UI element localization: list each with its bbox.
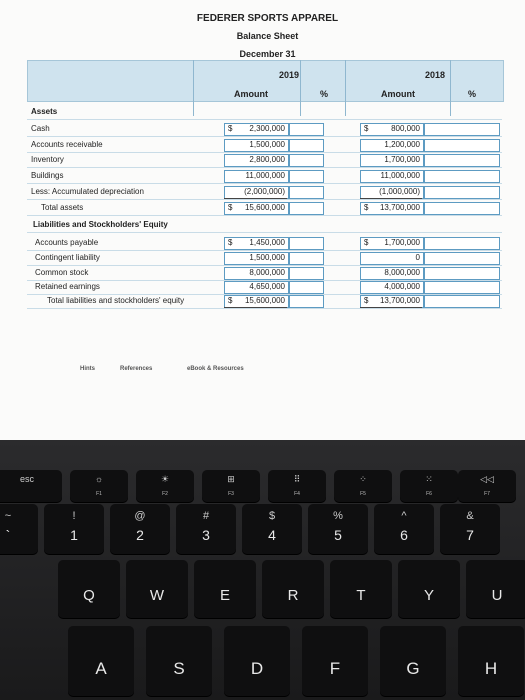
amount-2019-common-stock: 8,000,000 (249, 268, 285, 277)
tab-ebook-resources[interactable]: eBook & Resources (187, 366, 244, 372)
key-u[interactable] (466, 560, 525, 618)
amount-2019-accounts-payable: 1,450,000 (249, 238, 285, 247)
amount-2018-common-stock: 8,000,000 (384, 268, 420, 277)
amount-2018-cash: 800,000 (391, 124, 420, 133)
row-label-liabilities-and-stockholders-equity: Liabilities and Stockholders' Equity (33, 220, 168, 229)
key-legend: U (491, 587, 503, 604)
balance-sheet-table (27, 100, 502, 305)
percent-2018-input-total-assets[interactable] (424, 202, 500, 215)
key-legend-sub: F2 (162, 491, 168, 497)
row-label-less-accumulated-depreciation: Less: Accumulated depreciation (31, 187, 144, 196)
percent-2019-input-total-liabilities-and-stockholders-equity[interactable] (289, 295, 324, 308)
key-f6[interactable] (400, 470, 458, 502)
key-f4[interactable] (268, 470, 326, 502)
row-label-accounts-payable: Accounts payable (35, 238, 99, 247)
amount-2019-inventory: 2,800,000 (249, 155, 285, 164)
percent-2018-input-common-stock[interactable] (424, 267, 500, 280)
dollar-sign: $ (228, 203, 233, 212)
amount-2019-accounts-receivable: 1,500,000 (249, 140, 285, 149)
row-rule (27, 136, 502, 137)
dollar-sign: $ (364, 124, 369, 133)
key-legend: 1 (70, 527, 78, 543)
percent-2019-input-cash[interactable] (289, 123, 324, 136)
row-rule (27, 199, 502, 200)
key-legend: Y (423, 587, 434, 604)
total-rule (224, 198, 287, 199)
row-label-total-liabilities-and-stockholders-equity: Total liabilities and stockholders' equity (47, 296, 185, 305)
key-legend: S (173, 659, 185, 678)
amount-2019-total-liabilities-and-stockholders-equity: 15,600,000 (244, 296, 285, 305)
percent-2018-header: % (468, 89, 477, 99)
percent-2018-input-accounts-receivable[interactable] (424, 139, 500, 152)
percent-2018-input-buildings[interactable] (424, 170, 500, 183)
key-legend-top: ~ (4, 510, 12, 522)
row-rule (27, 265, 502, 266)
key-1[interactable] (44, 504, 104, 554)
key-a[interactable] (68, 626, 134, 696)
row-label-buildings: Buildings (31, 171, 64, 180)
amount-2019-retained-earnings: 4,650,000 (249, 282, 285, 291)
key-legend: 7 (466, 527, 474, 543)
row-label-retained-earnings: Retained earnings (35, 282, 100, 291)
amount-2018-inventory: 1,700,000 (384, 155, 420, 164)
key-f7[interactable] (458, 470, 516, 502)
amount-2018-less-accumulated-depreciation: (1,000,000) (379, 187, 420, 196)
key-legend: F (329, 659, 341, 678)
percent-2019-input-inventory[interactable] (289, 154, 324, 167)
percent-2018-input-inventory[interactable] (424, 154, 500, 167)
key-legend-top: $ (268, 510, 276, 522)
key-g[interactable] (380, 626, 446, 696)
amount-2019-cash: 2,300,000 (249, 124, 285, 133)
key-legend-top: ! (72, 510, 76, 522)
key-f5[interactable] (334, 470, 392, 502)
key-legend: Q (83, 587, 95, 604)
amount-2019-header: Amount (234, 89, 268, 99)
key-legend-top: ⠿ (293, 474, 301, 484)
dollar-sign: $ (364, 238, 369, 247)
key-legend: W (149, 587, 165, 604)
row-label-assets: Assets (31, 107, 58, 116)
key-2[interactable] (110, 504, 170, 554)
key-legend: H (484, 659, 498, 678)
key-legend-top: ⁙ (425, 474, 433, 484)
key-legend: G (406, 659, 420, 678)
percent-2019-input-accounts-receivable[interactable] (289, 139, 324, 152)
row-label-inventory: Inventory (31, 155, 64, 164)
key-5[interactable] (308, 504, 368, 554)
key-legend-top: # (202, 510, 210, 522)
key-legend-top: ⊞ (227, 474, 235, 484)
row-rule (27, 167, 502, 168)
dollar-sign: $ (228, 124, 233, 133)
amount-2018-buildings: 11,000,000 (380, 171, 420, 180)
key-legend-sub: F4 (294, 491, 300, 497)
amount-2018-retained-earnings: 4,000,000 (384, 282, 420, 291)
amount-2018-contingent-liability: 0 (415, 253, 420, 262)
row-label-accounts-receivable: Accounts receivable (31, 140, 103, 149)
key-legend-top: & (466, 510, 474, 522)
key-s[interactable] (146, 626, 212, 696)
company-name: FEDERER SPORTS APPAREL (196, 13, 339, 24)
key-d[interactable] (224, 626, 290, 696)
key-legend-top: ☀ (160, 474, 170, 484)
percent-2018-input-less-accumulated-depreciation[interactable] (424, 186, 500, 199)
key-f[interactable] (302, 626, 368, 696)
row-label-cash: Cash (31, 124, 50, 133)
percent-2018-input-accounts-payable[interactable] (424, 237, 500, 250)
key-legend-sub: F5 (360, 491, 366, 497)
row-rule (27, 308, 502, 309)
tab-references[interactable]: References (120, 366, 153, 372)
key-legend-sub: F3 (228, 491, 234, 497)
year-2018-header: 2018 (425, 70, 446, 80)
key-legend: R (287, 587, 299, 604)
key-y[interactable] (398, 560, 460, 618)
row-rule (27, 152, 502, 153)
percent-2019-input-buildings[interactable] (289, 170, 324, 183)
key-legend: 5 (334, 527, 342, 543)
percent-2018-input-total-liabilities-and-stockholders-equity[interactable] (424, 295, 500, 308)
amount-2018-accounts-payable: 1,700,000 (384, 238, 420, 247)
percent-2018-input-cash[interactable] (424, 123, 500, 136)
key-tilde[interactable] (0, 504, 38, 554)
key-legend-sub: F1 (96, 491, 102, 497)
percent-2018-input-retained-earnings[interactable] (424, 281, 500, 294)
key-legend: 6 (400, 527, 408, 543)
key-legend: A (95, 659, 107, 678)
year-2019-header: 2019 (279, 70, 300, 80)
percent-2019-header: % (320, 89, 329, 99)
row-rule (27, 215, 502, 216)
key-legend-top: ^ (401, 510, 407, 522)
key-legend-top: ⁘ (359, 474, 367, 484)
amount-2018-header: Amount (381, 89, 415, 99)
percent-2018-input-contingent-liability[interactable] (424, 252, 500, 265)
key-legend-top: % (333, 510, 343, 522)
percent-2019-input-less-accumulated-depreciation[interactable] (289, 186, 324, 199)
key-legend: ` (5, 527, 11, 543)
dollar-sign: $ (364, 203, 369, 212)
amount-2019-contingent-liability: 1,500,000 (249, 253, 285, 262)
key-t[interactable] (330, 560, 392, 618)
total-rule (224, 307, 287, 308)
key-legend: D (250, 659, 264, 678)
key-legend: E (219, 587, 230, 604)
key-legend-top: ☼ (94, 474, 104, 484)
percent-2019-input-retained-earnings[interactable] (289, 281, 324, 294)
row-rule (27, 183, 502, 184)
key-legend-top: @ (134, 510, 146, 522)
key-7[interactable] (440, 504, 500, 554)
total-rule (360, 198, 422, 199)
row-rule (27, 119, 502, 120)
dollar-sign: $ (228, 238, 233, 247)
amount-2018-total-liabilities-and-stockholders-equity: 13,700,000 (379, 296, 420, 305)
amount-2019-less-accumulated-depreciation: (2,000,000) (244, 187, 285, 196)
key-legend: 3 (202, 527, 210, 543)
percent-2019-input-accounts-payable[interactable] (289, 237, 324, 250)
row-rule (27, 250, 502, 251)
key-legend-top: esc (19, 474, 34, 484)
statement-title: Balance Sheet (236, 31, 299, 41)
key-r[interactable] (262, 560, 324, 618)
key-w[interactable] (126, 560, 188, 618)
dollar-sign: $ (364, 296, 369, 305)
key-legend: 2 (136, 527, 144, 543)
amount-2019-total-assets: 15,600,000 (244, 203, 285, 212)
amount-2018-accounts-receivable: 1,200,000 (384, 140, 420, 149)
percent-2019-input-total-assets[interactable] (289, 202, 324, 215)
row-label-contingent-liability: Contingent liability (35, 253, 100, 262)
key-legend-sub: F6 (426, 491, 432, 497)
statement-date: December 31 (239, 49, 296, 59)
key-legend-top: ◁◁ (480, 474, 494, 484)
key-4[interactable] (242, 504, 302, 554)
key-legend-sub: F7 (484, 491, 490, 497)
key-legend: 4 (268, 527, 276, 543)
total-rule (360, 307, 422, 308)
key-f1[interactable] (70, 470, 128, 502)
key-legend: T (356, 587, 366, 604)
row-label-common-stock: Common stock (35, 268, 89, 277)
key-e[interactable] (194, 560, 256, 618)
tab-hints[interactable]: Hints (80, 366, 95, 372)
amount-2019-buildings: 11,000,000 (245, 171, 285, 180)
key-f2[interactable] (136, 470, 194, 502)
row-rule (27, 232, 502, 233)
row-label-total-assets: Total assets (41, 203, 84, 212)
key-6[interactable] (374, 504, 434, 554)
key-3[interactable] (176, 504, 236, 554)
amount-2018-total-assets: 13,700,000 (379, 203, 420, 212)
key-f3[interactable] (202, 470, 260, 502)
key-h[interactable] (458, 626, 524, 696)
percent-2019-input-common-stock[interactable] (289, 267, 324, 280)
key-q[interactable] (58, 560, 120, 618)
laptop-keyboard (0, 440, 525, 700)
key-esc[interactable] (0, 470, 62, 502)
percent-2019-input-contingent-liability[interactable] (289, 252, 324, 265)
dollar-sign: $ (228, 296, 233, 305)
